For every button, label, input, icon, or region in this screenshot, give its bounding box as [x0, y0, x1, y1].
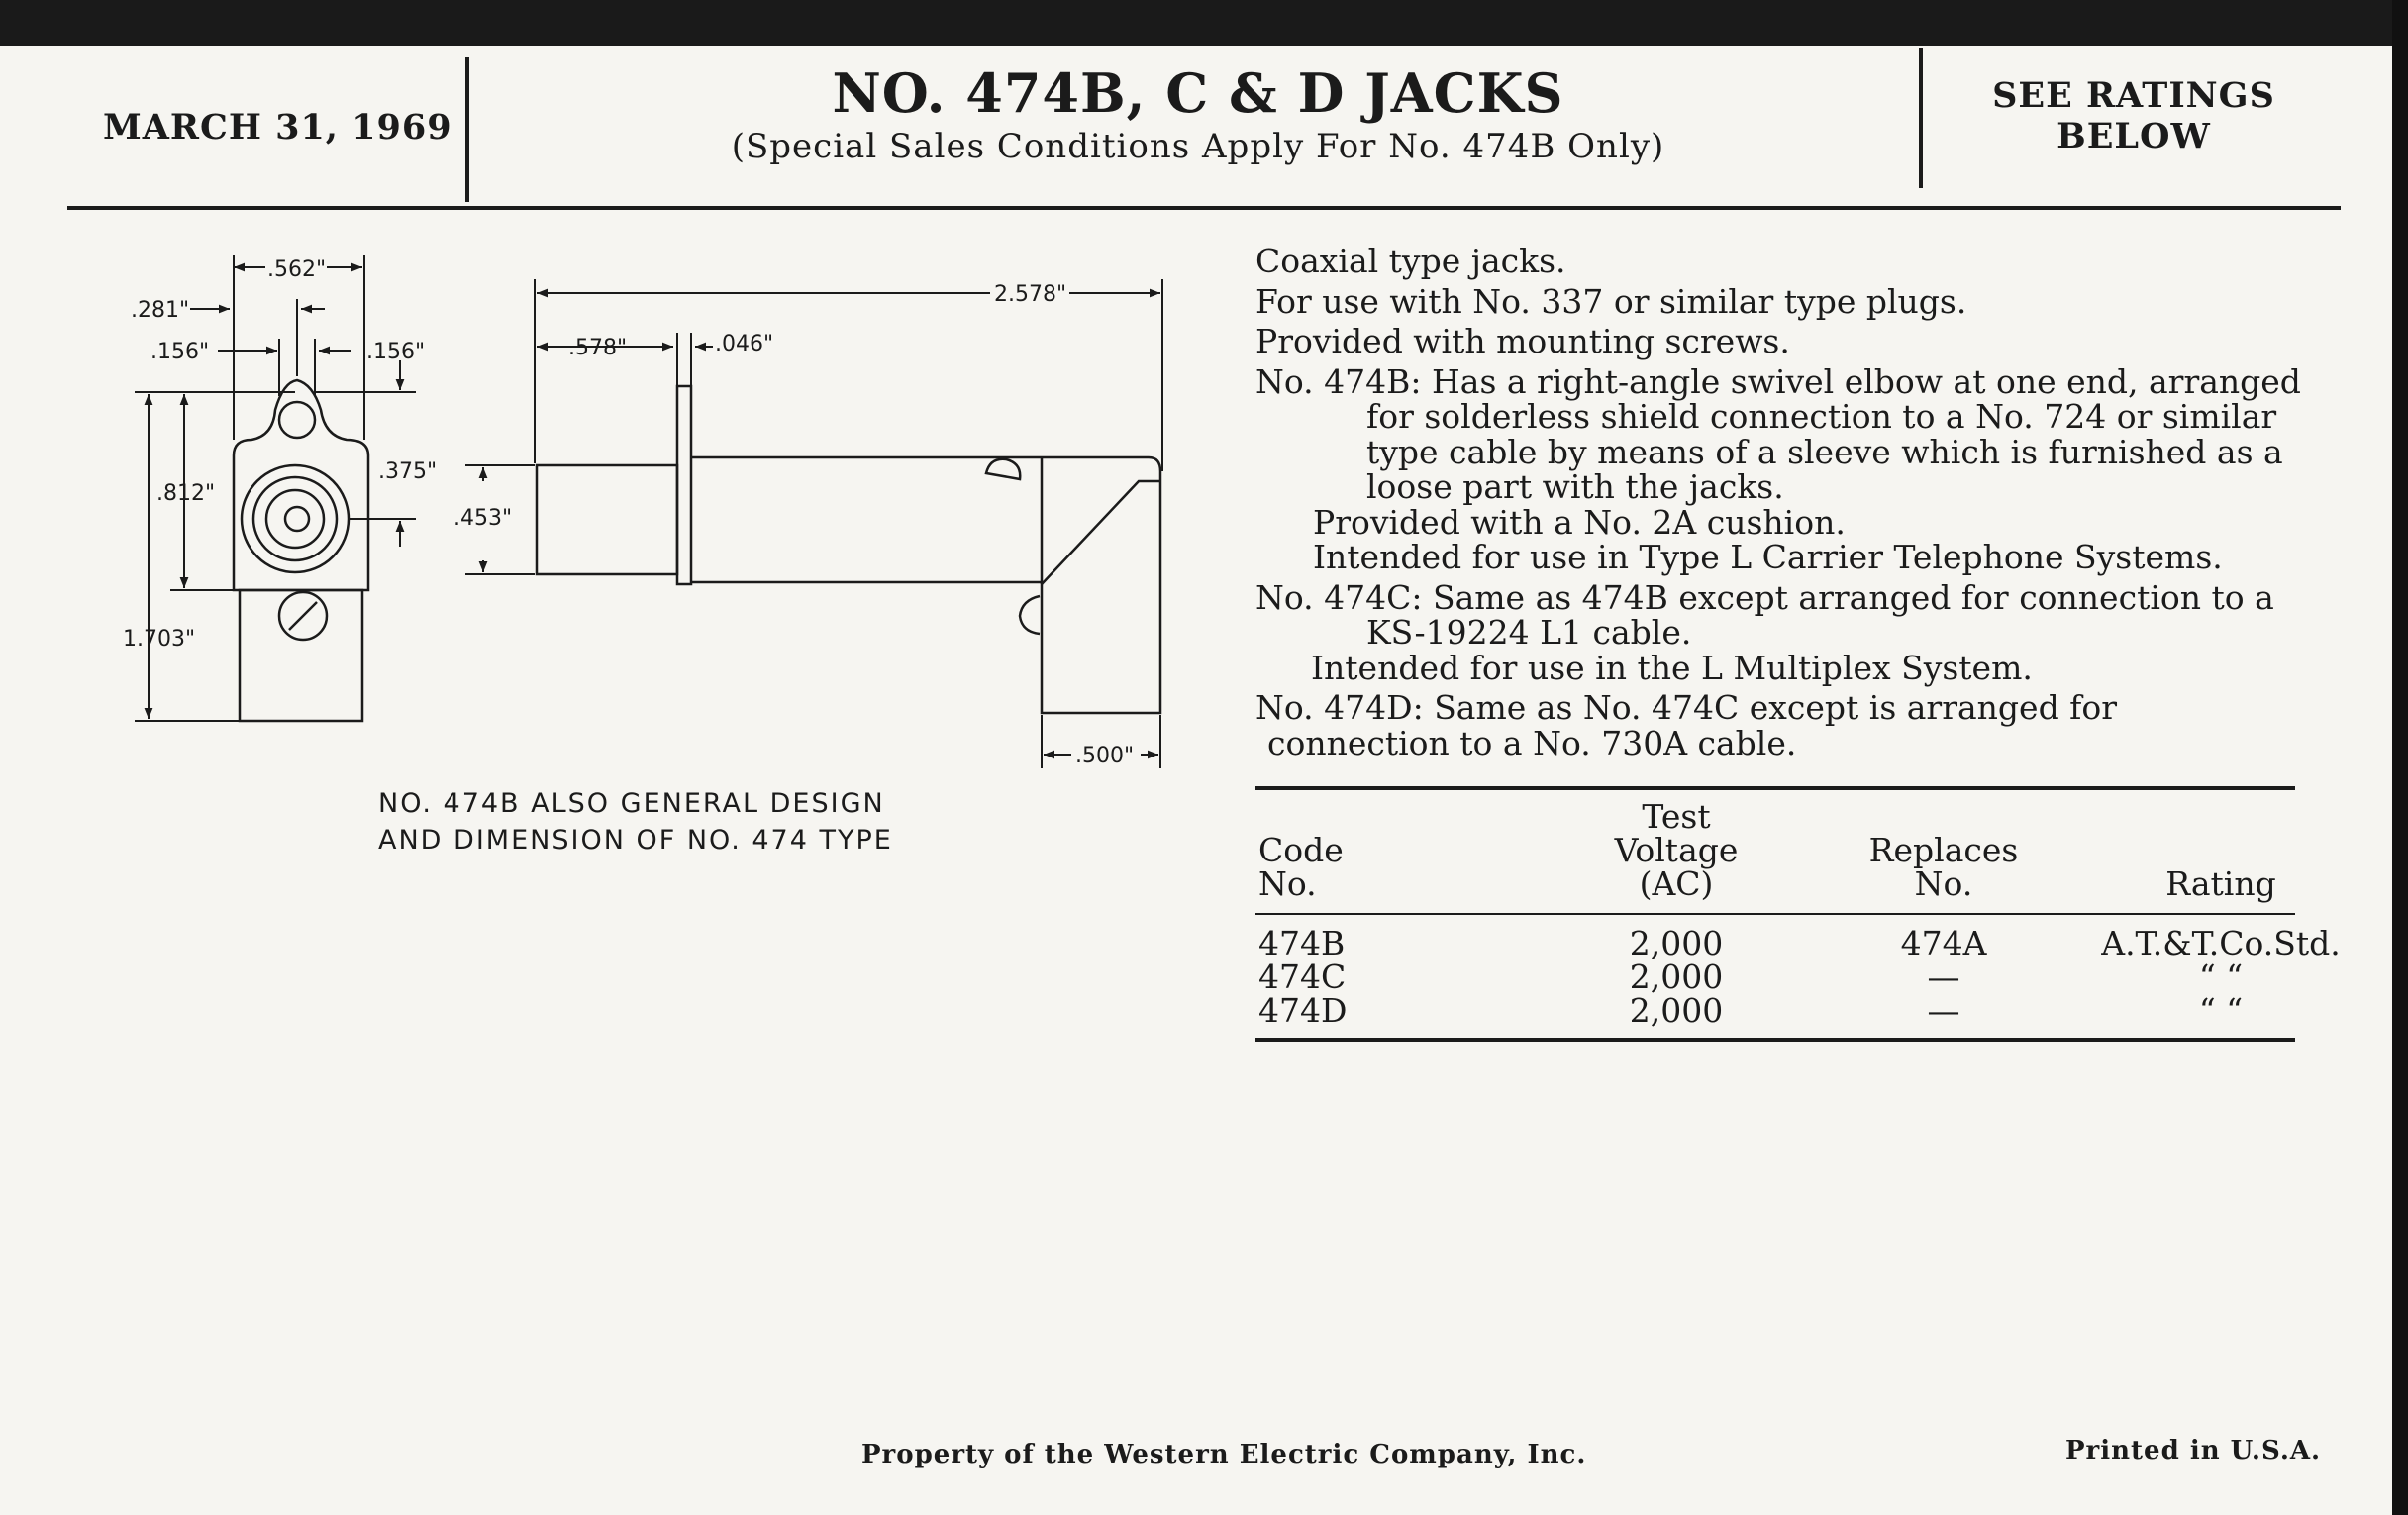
dim-046-label: .046" [715, 332, 774, 356]
dim-281-label: .281" [131, 298, 190, 323]
end-view-base [240, 590, 362, 721]
product-description [1255, 244, 2305, 765]
drawing-note-line2: AND DIMENSION OF NO. 474 TYPE [378, 825, 893, 856]
header-rating: Rating [2165, 864, 2276, 903]
mounting-hole [279, 402, 315, 438]
scan-edge [2392, 0, 2408, 1515]
header-replaces: Replaces [1868, 831, 2019, 869]
see-ratings-note [1941, 75, 2327, 156]
see-ratings-line1: SEE RATINGS [1992, 75, 2275, 116]
desc-474d: No. 474D: Same as No. 474C except is arranged for connection to a No. 730A cable. [1255, 688, 2118, 762]
desc-474c-use: Intended for use in the L Multiplex System. [1311, 648, 2033, 687]
screw-slot [289, 602, 317, 630]
table-bottom-rule [1255, 1038, 2295, 1042]
row-474c-voltage: 2,000 [1629, 958, 1724, 996]
row-474c-replaces: — [1927, 958, 1960, 996]
row-474d-code: 474D [1258, 991, 1348, 1030]
issue-date: MARCH 31, 1969 [103, 107, 452, 148]
dim-156a-label: .156" [150, 340, 210, 364]
end-view [234, 380, 368, 721]
page-title: NO. 474B, C & D JACKS [832, 61, 1564, 125]
header-test: Test [1642, 797, 1711, 836]
header-voltage: Voltage [1614, 831, 1739, 869]
dim-562-label: .562" [267, 257, 327, 282]
dim-2578-label: 2.578" [994, 282, 1067, 307]
elbow-screw-bottom [1020, 596, 1040, 634]
mounting-flange [677, 386, 691, 584]
header-ac: (AC) [1639, 864, 1714, 903]
footer-property: Property of the Western Electric Company, Inc. [861, 1440, 1587, 1469]
dim-156b-label: .156" [366, 340, 426, 364]
ratings-table [1255, 786, 2341, 1046]
dim-812-label: .812" [156, 481, 216, 506]
row-474c-code: 474C [1258, 958, 1347, 996]
connector-outer [242, 465, 349, 572]
header-no: No. [1258, 864, 1317, 903]
table-header-rule [1255, 913, 2295, 915]
side-view [537, 386, 1160, 713]
row-474b-replaces: 474A [1900, 924, 1987, 962]
row-474d-rating: “ “ [2198, 991, 2244, 1030]
connector-center [285, 507, 309, 531]
desc-474b: No. 474B: Has a right-angle swivel elbow at one end, arranged for solderless shield connection to a No. 724 or similar type cable by means of a sleeve which is furnished as a loose part with the jacks. [1255, 361, 2301, 506]
jack-body [691, 457, 1160, 713]
elbow-screw-top [986, 459, 1020, 479]
drawing-note [378, 785, 893, 858]
see-ratings-line2: BELOW [2057, 116, 2211, 156]
drawing-note-line1: NO. 474B ALSO GENERAL DESIGN [378, 788, 885, 819]
row-474c-rating: “ “ [2198, 958, 2244, 996]
row-474b-voltage: 2,000 [1629, 924, 1724, 962]
desc-plugs: For use with No. 337 or similar type plugs. [1255, 281, 1967, 321]
desc-474c: No. 474C: Same as 474B except arranged for connection to a KS-19224 L1 cable. [1255, 577, 2274, 652]
dim-500-label: .500" [1075, 744, 1135, 768]
header-replaces-no: No. [1914, 864, 1973, 903]
row-474b-rating: A.T.&T.Co.Std. [2101, 924, 2341, 962]
connector-inner [266, 490, 324, 548]
row-474d-voltage: 2,000 [1629, 991, 1724, 1030]
page-subtitle: (Special Sales Conditions Apply For No. 474B Only) [731, 127, 1665, 166]
table-top-rule [1255, 786, 2295, 790]
dim-1703-label: 1.703" [123, 627, 196, 652]
desc-474b-cushion: Provided with a No. 2A cushion. [1313, 502, 1846, 542]
elbow-line [1042, 481, 1160, 584]
desc-screws: Provided with mounting screws. [1255, 322, 1790, 360]
row-474b-code: 474B [1258, 924, 1346, 962]
desc-coaxial: Coaxial type jacks. [1255, 242, 1566, 280]
desc-474b-use: Intended for use in Type L Carrier Telephone Systems. [1313, 538, 2223, 576]
dim-578-label: .578" [568, 336, 628, 360]
header-code: Code [1258, 831, 1344, 869]
jack-dimension-drawing [0, 0, 1228, 891]
dim-453-label: .453" [453, 506, 513, 531]
jack-front-sleeve [537, 465, 677, 574]
dim-375-label: .375" [378, 459, 438, 484]
row-474d-replaces: — [1927, 991, 1960, 1030]
header-divider-right [1919, 48, 1923, 188]
footer-printed: Printed in U.S.A. [2065, 1436, 2322, 1465]
